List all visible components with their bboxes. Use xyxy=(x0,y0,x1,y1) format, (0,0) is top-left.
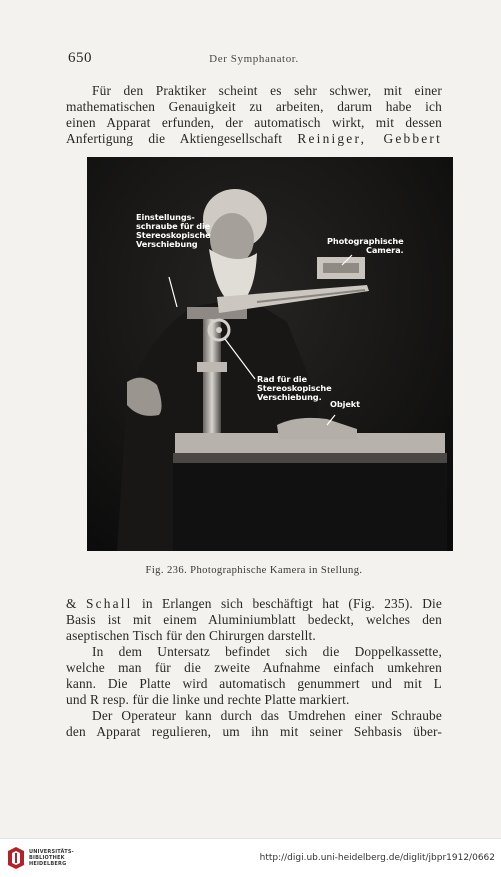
text-line: welche man für die zweite Aufnahme einfach umkehren xyxy=(66,660,442,675)
text-line: Der Operateur kann durch das Umdrehen einer Schraube xyxy=(92,708,442,723)
text-line: kann. Die Platte wird automatisch genummert und mit L xyxy=(66,676,442,691)
company-name: Schall xyxy=(85,596,133,611)
text-run: in Erlangen sich beschäftigt hat (Fig. 235). Die xyxy=(132,596,442,611)
university-logo-icon xyxy=(6,847,26,869)
library-name-line: UNIVERSITÄTS- xyxy=(29,849,74,855)
page-number: 650 xyxy=(68,50,92,66)
permalink-link[interactable]: http://digi.ub.uni-heidelberg.de/diglit/jbpr1912/0662 xyxy=(259,853,495,863)
text-line: In dem Untersatz befindet sich die Doppelkassette, xyxy=(92,644,442,659)
page-header xyxy=(68,50,440,70)
text-line xyxy=(66,131,442,147)
text-line: aseptischen Tisch für den Chirurgen darstellt. xyxy=(66,628,316,643)
company-name: Reiniger, Gebbert xyxy=(297,131,442,146)
text-line: einen Apparat erfunden, der automatisch wirkt, mit dessen xyxy=(66,115,442,130)
text-run: Anfertigung die Aktiengesellschaft xyxy=(66,131,298,146)
running-title: Der Symphanator. xyxy=(209,53,299,65)
text-run: & xyxy=(66,596,86,611)
library-name-line: HEIDELBERG xyxy=(29,861,67,867)
label-camera: Photographische Camera. xyxy=(327,236,404,255)
figure-caption: Fig. 236. Photographische Kamera in Stellung. xyxy=(145,565,363,576)
library-name xyxy=(29,849,74,867)
label-adjustment-screw: Einstellungs- schraube für die Stereoskopische Verschiebung xyxy=(136,212,211,249)
text-line: und R resp. für die linke und rechte Platte markiert. xyxy=(66,692,350,707)
figure-photograph xyxy=(87,157,453,551)
footer-bar xyxy=(0,838,501,877)
text-line: Basis ist mit einem Aluminiumblatt bedeckt, welches den xyxy=(66,612,442,627)
label-object: Objekt xyxy=(330,399,360,409)
text-line xyxy=(66,596,442,612)
text-line: den Apparat regulieren, um ihn mit seiner Sehbasis über- xyxy=(66,724,442,739)
text-line: Für den Praktiker scheint es sehr schwer, mit einer xyxy=(92,83,442,98)
label-wheel: Rad für die Stereoskopische Verschiebung. xyxy=(257,374,332,402)
library-name-line: BIBLIOTHEK xyxy=(29,855,65,861)
text-line: mathematischen Genauigkeit zu arbeiten, darum habe ich xyxy=(66,99,442,114)
